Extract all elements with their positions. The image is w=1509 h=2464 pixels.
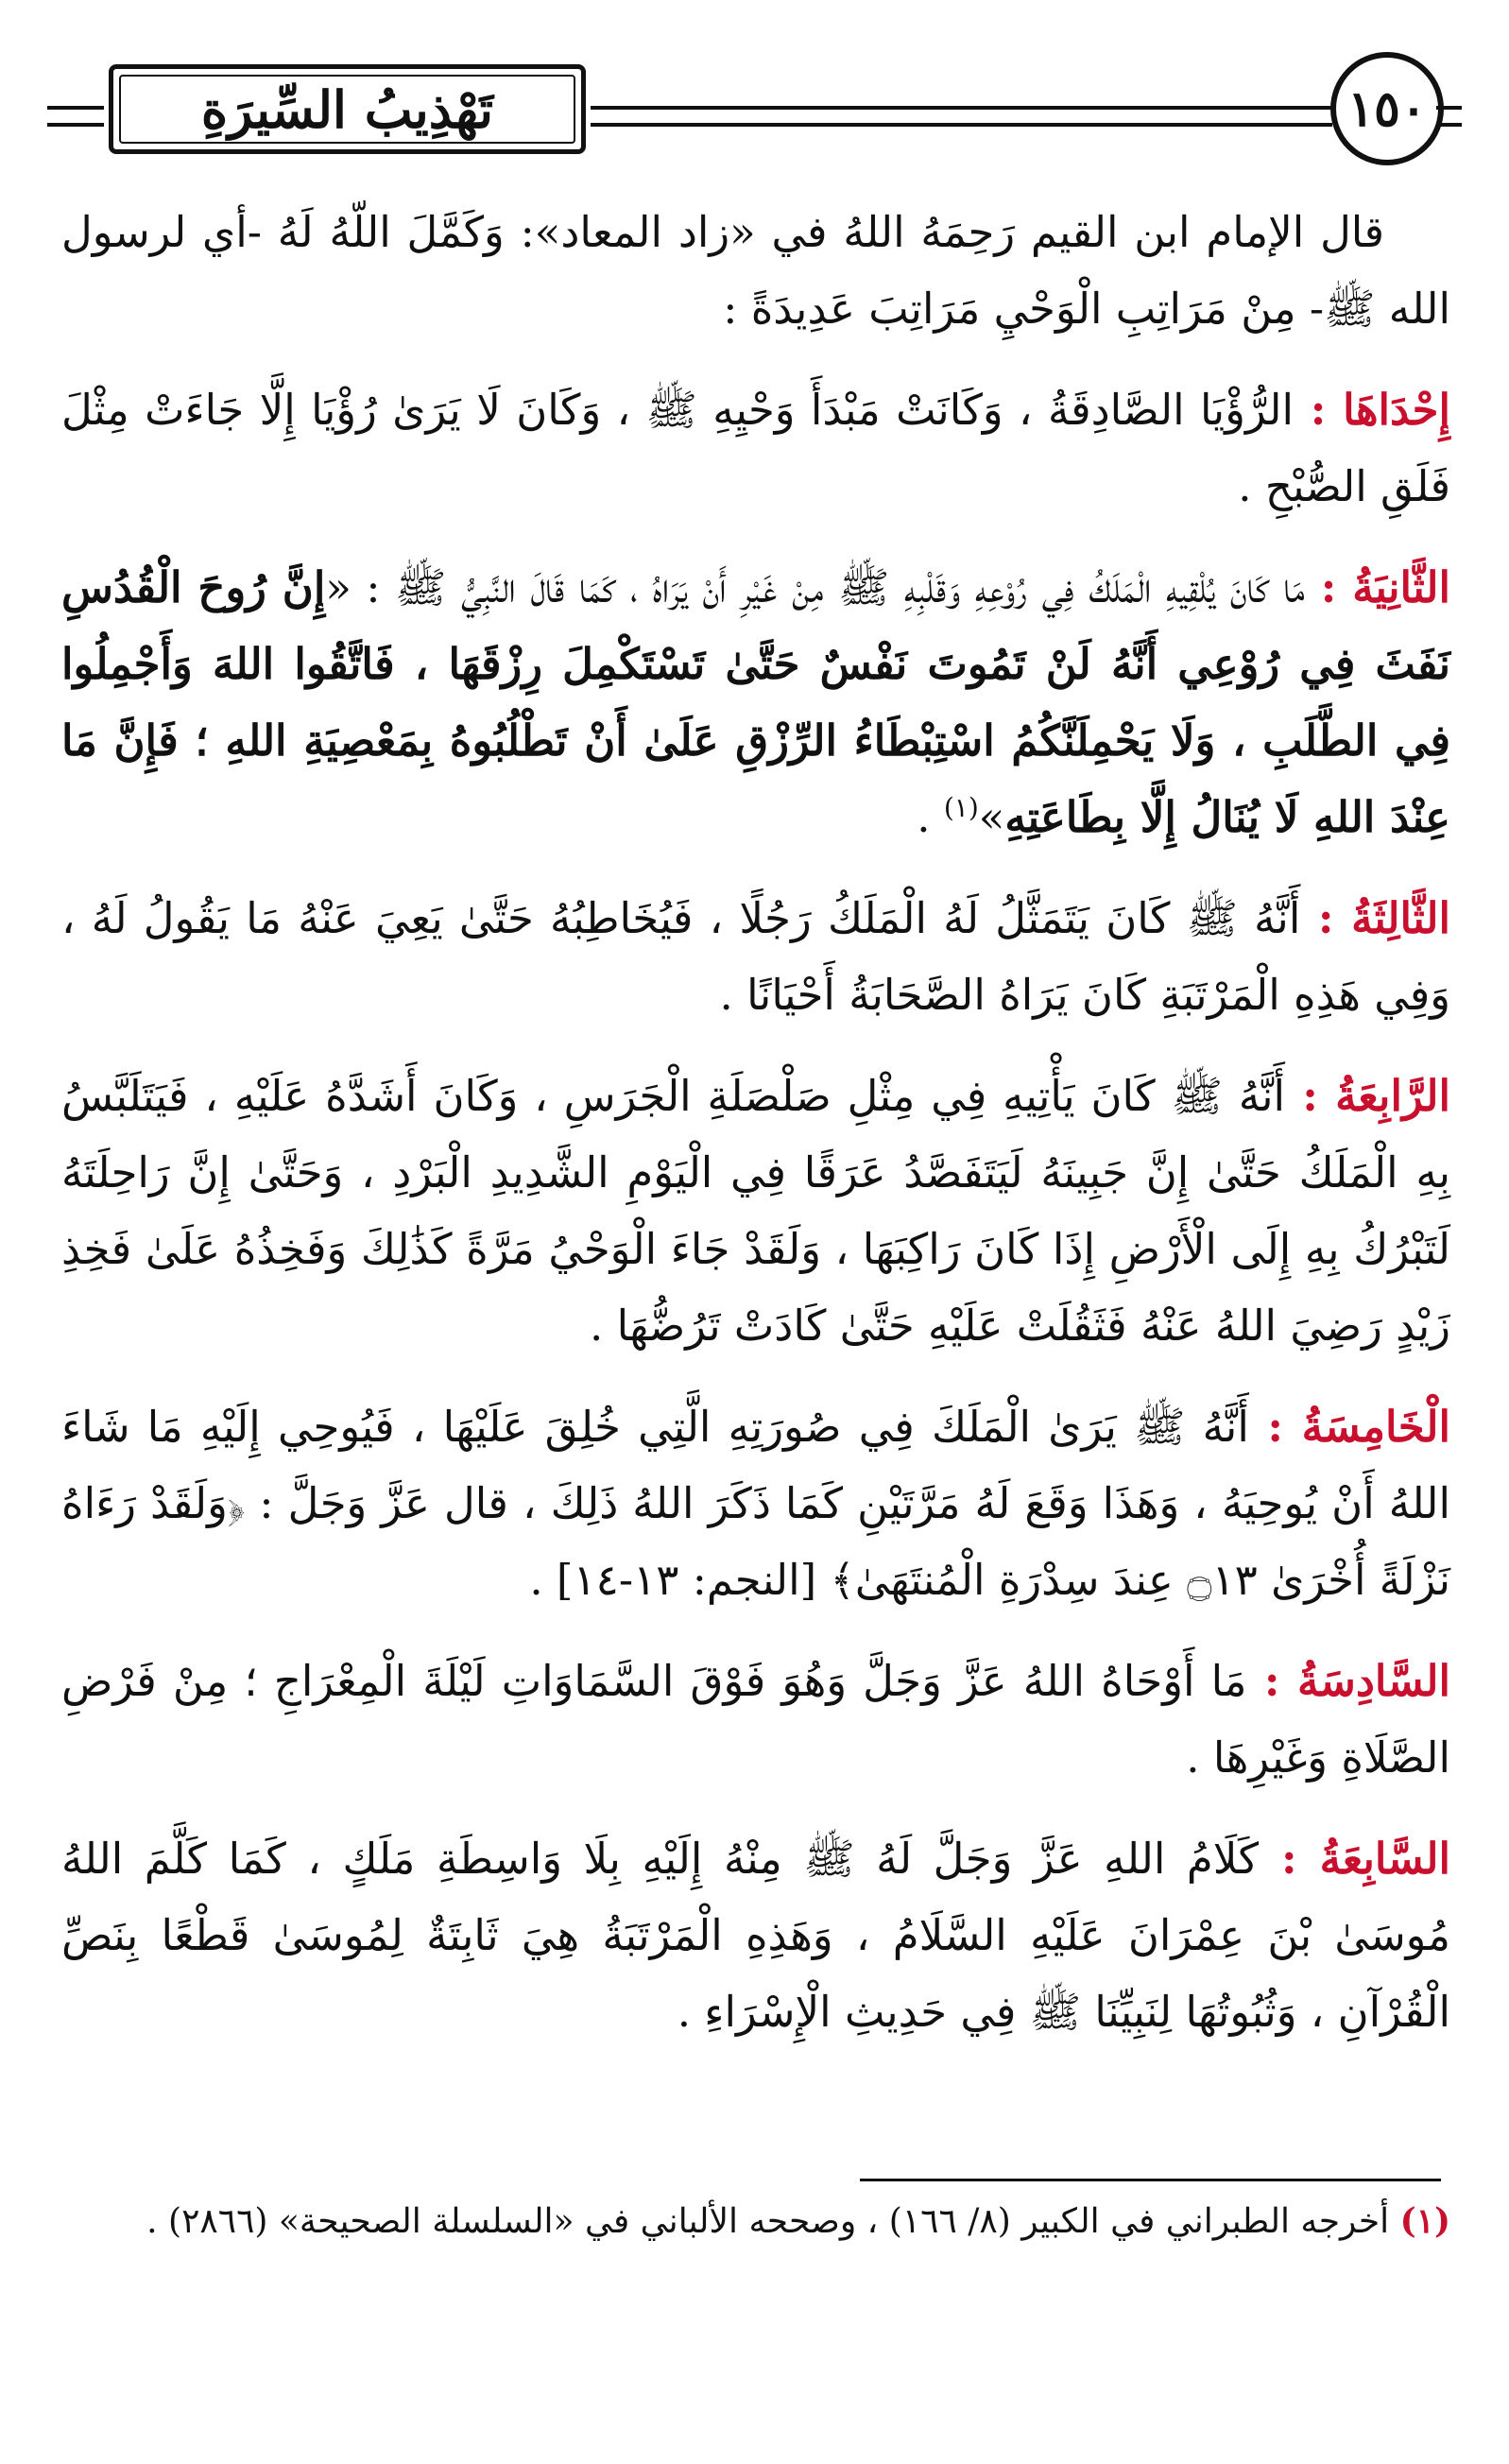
rank-paragraph-1: إِحْدَاهَا : الرُّؤْيَا الصَّادِقَةُ ، وَكَانَتْ مَبْدَأَ وَحْيِهِ ﷺ ، وَكَانَ لَا يَرَىٰ رُؤْيَا إِلَّا جَاءَتْ مِثْلَ فَلَقِ الصُّبْحِ . [61,385,1450,511]
running-title-frame [109,64,586,154]
intro-paragraph: قال الإمام ابن القيم رَحِمَهُ اللهُ في «زاد المعاد»: وَكَمَّلَ اللّهُ لَهُ -أي لرسول الله ﷺ- مِنْ مَرَاتِبِ الْوَحْيِ مَرَاتِبَ عَدِيدَةً : [61,207,1450,334]
rank-heading: السَّادِسَةُ [1297,1656,1450,1706]
page-number-badge [1330,52,1444,165]
rank-heading: الثَّالِثَةُ [1351,893,1450,943]
rank-paragraph-6: السَّادِسَةُ : مَا أَوْحَاهُ اللهُ عَزَّ وَجَلَّ وَهُوَ فَوْقَ السَّمَاوَاتِ لَيْلَةَ الْمِعْرَاجِ ؛ مِنْ فَرْضِ الصَّلَاةِ وَغَيْرِهَا . [61,1656,1450,1783]
rank-heading: الرَّابِعَةُ [1335,1071,1450,1121]
rank-text: كَلَامُ اللهِ عَزَّ وَجَلَّ لَهُ ﷺ مِنْهُ إِلَيْهِ بِلَا وَاسِطَةِ مَلَكٍ ، كَمَا كَلَّمَ اللهُ مُوسَىٰ بْنَ عِمْرَانَ عَلَيْهِ السَّلَامُ ، وَهَذِهِ الْمَرْتَبَةُ هِيَ ثَابِتَةٌ لِمُوسَىٰ قَطْعًا بِنَصِّ الْقُرْآنِ ، وَثُبُوتُهَا لِنَبِيِّنَا ﷺ فِي حَدِيثِ الْإِسْرَاءِ . [61,1834,1450,2037]
rank-heading: إِحْدَاهَا [1343,385,1450,435]
page-number: ١٥٠ [1347,79,1427,138]
footnote-text: أخرجه الطبراني في الكبير (٨/ ١٦٦) ، وصححه الألباني في «السلسلة الصحيحة» (٢٨٦٦) . [146,2202,1390,2241]
footnote [61,2193,1450,2250]
rank-paragraph-3: الثَّالِثَةُ : أَنَّهُ ﷺ كَانَ يَتَمَثَّلُ لَهُ الْمَلَكُ رَجُلًا ، فَيُخَاطِبُهُ حَتَّىٰ يَعِيَ عَنْهُ مَا يَقُولُ لَهُ ، وَفِي هَذِهِ الْمَرْتَبَةِ كَانَ يَرَاهُ الصَّحَابَةُ أَحْيَانًا . [61,893,1450,1020]
rank-text: أَنَّهُ ﷺ كَانَ يَتَمَثَّلُ لَهُ الْمَلَكُ رَجُلًا ، فَيُخَاطِبُهُ حَتَّىٰ يَعِيَ عَنْهُ مَا يَقُولُ لَهُ ، وَفِي هَذِهِ الْمَرْتَبَةِ كَانَ يَرَاهُ الصَّحَابَةُ أَحْيَانًا . [61,893,1450,1020]
hadith-quote: إِنَّ رُوحَ الْقُدُسِ نَفَثَ فِي رُوْعِي أَنَّهُ لَنْ تَمُوتَ نَفْسٌ حَتَّىٰ تَسْتَكْمِلَ رِزْقَهَا ، فَاتَّقُوا اللهَ وَأَجْمِلُوا فِي الطَّلَبِ ، وَلَا يَحْمِلَنَّكُمُ اسْتِبْطَاءُ الرِّزْقِ عَلَىٰ أَنْ تَطْلُبُوهُ بِمَعْصِيَةِ اللهِ ؛ فَإِنَّ مَا عِنْدَ اللهِ لَا يُنَالُ إِلَّا بِطَاعَتِهِ [61,562,1450,842]
header-rule-middle [591,106,1332,127]
rank-text: مَا كَانَ يُلْقِيهِ الْمَلَكُ فِي رُوْعِهِ وَقَلْبِهِ ﷺ مِنْ غَيْرِ أَنْ يَرَاهُ ، كَمَا قَالَ النَّبِيُّ ﷺ : « [325,562,1305,612]
rank-paragraph-5: الْخَامِسَةُ : أَنَّهُ ﷺ يَرَىٰ الْمَلَكَ فِي صُورَتِهِ الَّتِي خُلِقَ عَلَيْهَا ، فَيُوحِي إِلَيْهِ مَا شَاءَ اللهُ أَنْ يُوحِيَهُ ، وَهَذَا وَقَعَ لَهُ مَرَّتَيْنِ كَمَا ذَكَرَ اللهُ ذَلِكَ ، قال عَزَّ وَجَلَّ : ﴿وَلَقَدْ رَءَاهُ نَزْلَةً أُخْرَىٰ ۝١٣ عِندَ سِدْرَةِ الْمُنتَهَىٰ﴾ [النجم: ١٣-١٤] . [61,1402,1450,1605]
rank-text: مَا أَوْحَاهُ اللهُ عَزَّ وَجَلَّ وَهُوَ فَوْقَ السَّمَاوَاتِ لَيْلَةَ الْمِعْرَاجِ ؛ مِنْ فَرْضِ الصَّلَاةِ وَغَيْرِهَا . [61,1656,1450,1783]
rank-heading: الثَّانِيَةُ [1352,562,1450,612]
footnote-reference: (١) [943,792,979,823]
rank-text: أَنَّهُ ﷺ كَانَ يَأْتِيهِ فِي مِثْلِ صَلْصَلَةِ الْجَرَسِ ، وَكَانَ أَشَدَّهُ عَلَيْهِ ، فَيَتَلَبَّسُ بِهِ الْمَلَكُ حَتَّىٰ إِنَّ جَبِينَهُ لَيَتَفَصَّدُ عَرَقًا فِي الْيَوْمِ الشَّدِيدِ الْبَرْدِ ، وَحَتَّىٰ إِنَّ رَاحِلَتَهُ لَتَبْرُكُ بِهِ إِلَى الْأَرْضِ إِذَا كَانَ رَاكِبَهَا ، وَلَقَدْ جَاءَ الْوَحْيُ مَرَّةً كَذَٰلِكَ وَفَخِذُهُ عَلَىٰ فَخِذِ زَيْدٍ رَضِيَ اللهُ عَنْهُ فَثَقُلَتْ عَلَيْهِ حَتَّىٰ كَادَتْ تَرُضُّهَا . [61,1071,1450,1351]
rank-text: الرُّؤْيَا الصَّادِقَةُ ، وَكَانَتْ مَبْدَأَ وَحْيِهِ ﷺ ، وَكَانَ لَا يَرَىٰ رُؤْيَا إِلَّا جَاءَتْ مِثْلَ فَلَقِ الصُّبْحِ . [61,385,1450,511]
header-rule-left [47,106,104,127]
quote-close: » [978,792,1005,842]
footnote-separator [860,2179,1441,2181]
page-header [47,47,1462,189]
header-rule-right [1436,106,1462,127]
rank-text: أَنَّهُ ﷺ يَرَىٰ الْمَلَكَ فِي صُورَتِهِ الَّتِي خُلِقَ عَلَيْهَا ، فَيُوحِي إِلَيْهِ مَا شَاءَ اللهُ أَنْ يُوحِيَهُ ، وَهَذَا وَقَعَ لَهُ مَرَّتَيْنِ كَمَا ذَكَرَ اللهُ ذَلِكَ ، قال عَزَّ وَجَلَّ : ﴿وَلَقَدْ رَءَاهُ نَزْلَةً أُخْرَىٰ ۝١٣ عِندَ سِدْرَةِ الْمُنتَهَىٰ﴾ [النجم: ١٣-١٤] . [61,1402,1450,1605]
rank-paragraph-2: الثَّانِيَةُ : مَا كَانَ يُلْقِيهِ الْمَلَكُ فِي رُوْعِهِ وَقَلْبِهِ ﷺ مِنْ غَيْرِ أَنْ يَرَاهُ ، كَمَا قَالَ النَّبِيُّ ﷺ : «إِنَّ رُوحَ الْقُدُسِ نَفَثَ فِي رُوْعِي أَنَّهُ لَنْ تَمُوتَ نَفْسٌ حَتَّىٰ تَسْتَكْمِلَ رِزْقَهَا ، فَاتَّقُوا اللهَ وَأَجْمِلُوا فِي الطَّلَبِ ، وَلَا يَحْمِلَنَّكُمُ اسْتِبْطَاءُ الرِّزْقِ عَلَىٰ أَنْ تَطْلُبُوهُ بِمَعْصِيَةِ اللهِ ؛ فَإِنَّ مَا عِنْدَ اللهِ لَا يُنَالُ إِلَّا بِطَاعَتِهِ»$^{(١)}$ . [61,562,1450,842]
footnote-number: (١) [1399,2201,1450,2241]
rank-heading: السَّابِعَةُ [1319,1834,1450,1884]
running-title: تَهْذِيبُ السِّيرَةِ [200,78,494,140]
rank-heading: الْخَامِسَةُ [1301,1402,1450,1452]
main-text [61,194,1450,2075]
rank-paragraph-4: الرَّابِعَةُ : أَنَّهُ ﷺ كَانَ يَأْتِيهِ فِي مِثْلِ صَلْصَلَةِ الْجَرَسِ ، وَكَانَ أَشَدَّهُ عَلَيْهِ ، فَيَتَلَبَّسُ بِهِ الْمَلَكُ حَتَّىٰ إِنَّ جَبِينَهُ لَيَتَفَصَّدُ عَرَقًا فِي الْيَوْمِ الشَّدِيدِ الْبَرْدِ ، وَحَتَّىٰ إِنَّ رَاحِلَتَهُ لَتَبْرُكُ بِهِ إِلَى الْأَرْضِ إِذَا كَانَ رَاكِبَهَا ، وَلَقَدْ جَاءَ الْوَحْيُ مَرَّةً كَذَٰلِكَ وَفَخِذُهُ عَلَىٰ فَخِذِ زَيْدٍ رَضِيَ اللهُ عَنْهُ فَثَقُلَتْ عَلَيْهِ حَتَّىٰ كَادَتْ تَرُضُّهَا . [61,1071,1450,1351]
rank-paragraph-7: السَّابِعَةُ : كَلَامُ اللهِ عَزَّ وَجَلَّ لَهُ ﷺ مِنْهُ إِلَيْهِ بِلَا وَاسِطَةِ مَلَكٍ ، كَمَا كَلَّمَ اللهُ مُوسَىٰ بْنَ عِمْرَانَ عَلَيْهِ السَّلَامُ ، وَهَذِهِ الْمَرْتَبَةُ هِيَ ثَابِتَةٌ لِمُوسَىٰ قَطْعًا بِنَصِّ الْقُرْآنِ ، وَثُبُوتُهَا لِنَبِيِّنَا ﷺ فِي حَدِيثِ الْإِسْرَاءِ . [61,1834,1450,2037]
